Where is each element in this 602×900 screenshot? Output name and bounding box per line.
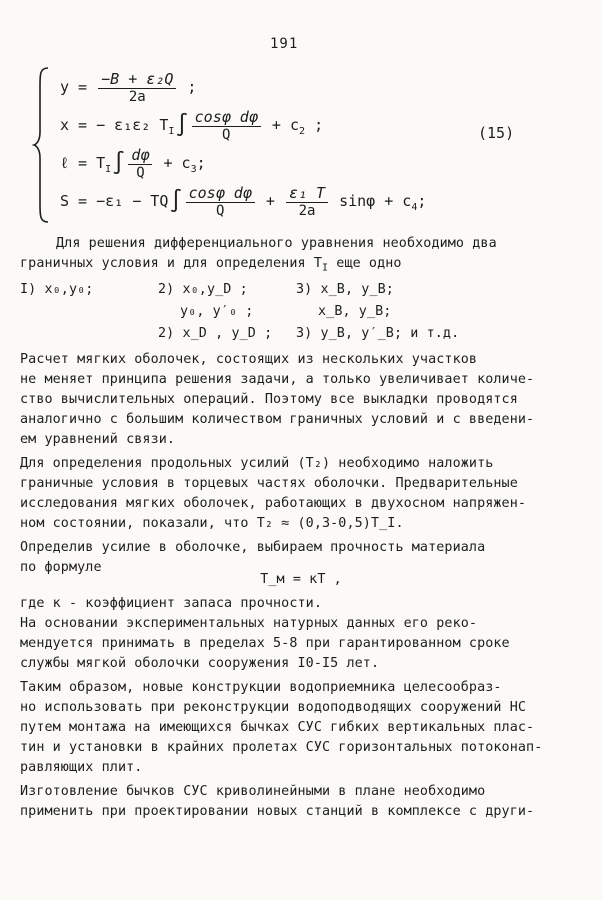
equation-y: y = $\frac{\text{−B + ε₂Q}}{2a}$ ; [60, 70, 197, 105]
text-line: где к - коэффициент запаса прочности. [20, 596, 322, 611]
system-brace [32, 66, 52, 224]
text-line: Определив усилие в оболочке, выбираем прочность материала [20, 540, 486, 555]
strength-formula: T_м = кT , [260, 572, 342, 587]
text-line: Изготовление бычков СУС криволинейными в плане необходимо [20, 784, 486, 799]
equation-x: x = − ε₁ε₂ $T_I\int$ $\frac{\text{cosφ dφ}}{Q}$ + $c_2$ ; [60, 108, 324, 143]
intro-line-2: граничных условия и для определения $T_I$ еще одно [20, 256, 402, 274]
condition-2a: 2) x₀,y_D ; [158, 282, 248, 297]
condition-3a: 3) x_B, y_B; [296, 282, 394, 297]
condition-3b: x_B, y_B; [318, 304, 392, 319]
text-line: путем монтажа на имеющихся бычках СУС гибких вертикальных плас- [20, 720, 535, 735]
text-line: равляющих плит. [20, 760, 143, 775]
condition-3c: 3) y_B, y′_B; и т.д. [296, 326, 460, 341]
text-line: тин и установки в крайних пролетах СУС горизонтальных потоконап- [20, 740, 543, 755]
text-line: ство вычислительных операций. Поэтому все выкладки проводятся [20, 392, 518, 407]
text-line: но использовать при реконструкции водоподводящих сооружений НС [20, 700, 527, 715]
intro-line-1: Для решения дифференциального уравнения необходимо два [56, 236, 497, 251]
text-line: ном состоянии, показали, что T₂ ≈ (0,3-0,5)T_I. [20, 516, 404, 531]
text-line: ем уравнений связи. [20, 432, 176, 447]
condition-1: I) x₀,y₀; [20, 282, 94, 297]
equation-l: ℓ = $T_I\int$ $\frac{d\varphi}{Q}$ + $c_3$; [60, 146, 206, 181]
text-line: применить при проектировании новых станций в комплексе с други- [20, 804, 535, 819]
condition-2b: y₀, y′₀ ; [180, 304, 254, 319]
text-line: На основании экспериментальных натурных данных его реко- [20, 616, 478, 631]
text-line: Таким образом, новые конструкции водоприемника целесообраз- [20, 680, 502, 695]
text-line: Для определения продольных усилий (T₂) необходимо наложить [20, 456, 494, 471]
text-line: Расчет мягких оболочек, состоящих из нескольких участков [20, 352, 478, 367]
text-line: не меняет принципа решения задачи, а только увеличивает количе- [20, 372, 535, 387]
text-line: аналогично с большим количеством граничных условий и с введени- [20, 412, 535, 427]
equation-number: (15) [478, 124, 515, 142]
text-line: мендуется принимать в пределах 5-8 при гарантированном сроке [20, 636, 510, 651]
page-number: 191 [270, 36, 299, 52]
text-line: по формуле [20, 560, 102, 575]
text-line: граничные условия в торцевых частях оболочки. Предварительные [20, 476, 518, 491]
condition-2c: 2) x_D , y_D ; [158, 326, 273, 341]
equation-s: S = −ε₁ − TQ∫ $\frac{\text{cosφ dφ}}{Q}$ + $\frac{\text{ε₁ T}}{2a}$ $\sin\varphi + c_4$; [60, 184, 427, 219]
text-line: службы мягкой оболочки сооружения I0-I5 лет. [20, 656, 380, 671]
text-line: исследования мягких оболочек, работающих в двухосном напряжен- [20, 496, 527, 511]
